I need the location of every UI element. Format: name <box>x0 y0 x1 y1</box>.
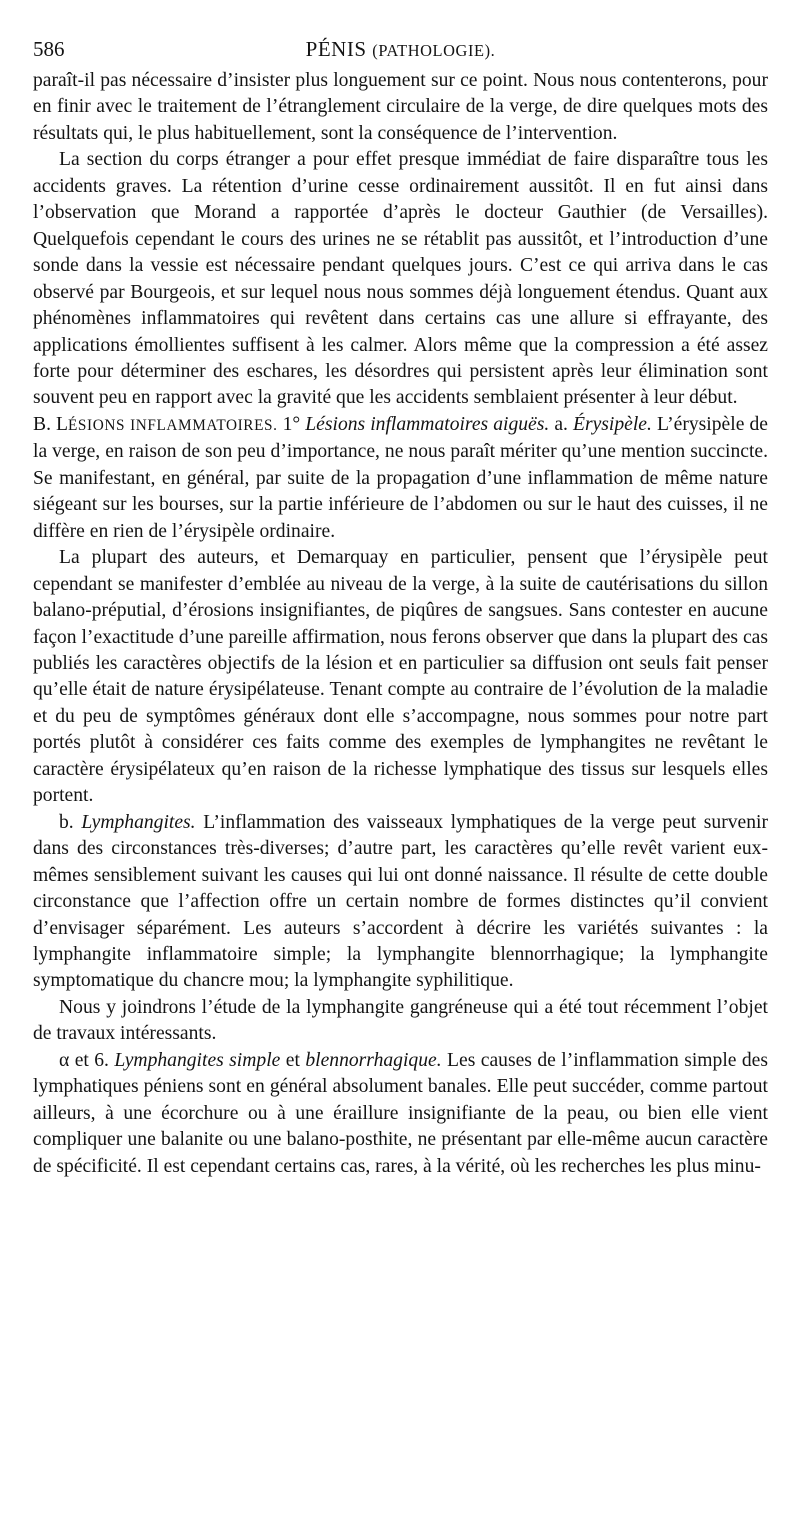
running-title-sub: (PATHOLOGIE). <box>372 41 496 60</box>
paragraph-body: Les causes de l’inflammation simple des lymphatiques péniens sont en général absolument banales. Elle peut succéder, comme partout ailleurs, à une écorchure ou à une éraillure insignifiante de la peau, ou bien elle vient compliquer une balanite ou une balano-posthite, ne présentant par elle-même aucun caractère de spécificité. Il est cependant certains cas, rares, à la vérité, où les recherches les plus minu- <box>33 1049 769 1177</box>
paragraph-simple-blennorrhagique <box>33 1048 768 1180</box>
subsection-title: Lésions inflammatoires aiguës. <box>305 413 550 435</box>
paragraph-demarquay: La plupart des auteurs, et Demarquay en particulier, pensent que l’érysipèle peut cependant se manifester d’emblée au niveau de la verge, à la suite de cautérisations du sillon balano-préputial, d’érosions insignifiantes, de piqûres de sangsues. Sans contester en aucune façon l’exactitude d’une pareille affirmation, nous ferons observer que dans la plupart des cas publiés les caractères objectifs de la lésion et en particulier sa diffusion ont seuls fait penser qu’elle était de nature érysipélateuse. Tenant compte au contraire de l’évolution de la maladie et du peu de symptômes généraux dont elle s’accompagne, nous sommes pour notre part portés plutôt à considérer ces faits comme des exemples de lymphangites ne revêtant le caractère érysipélateux qu’en raison de la richesse lymphatique des tissus sur lesquels elles portent. <box>33 547 768 807</box>
paragraph-body: L’érysipèle de la verge, en raison de son peu d’importance, ne nous paraît mériter qu’une mention succincte. Se manifestant, en général, par suite de la propagation d’une inflammation de même nature siégeant sur les bourses, sur la partie inférieure de l’abdomen ou sur le haut des cuisses, il ne diffère en rien de l’érysipèle ordinaire. <box>33 413 768 542</box>
page-number: 586 <box>33 37 65 61</box>
paragraph-lesions-heading <box>33 412 768 545</box>
section-label: B. <box>33 413 51 435</box>
subsection-number: 1° <box>282 413 301 435</box>
item-title: Érysipèle. <box>573 413 652 435</box>
paragraph-section-result: La section du corps étranger a pour effet presque immédiat de faire disparaître tous les accidents graves. La rétention d’urine cesse ordinairement aussitôt. Il en fut ainsi dans l’observation que Morand a rapportée d’après le docteur Gauthier (de Versailles). Quelquefois cependant le cours des urines ne se rétablit pas aussitôt, et l’introduction d’une sonde dans la vessie est nécessaire pendant quelques jours. C’est ce qui arriva dans le cas observé par Bourgeois, et sur lequel nous nous sommes déjà longuement étendus. Quant aux phénomènes inflammatoires qui revêtent dans certains cas une allure si effrayante, des applications émollientes suffisent à les calmer. Alors même que la compression a été assez forte pour déterminer des eschares, les désordres qui persistent après leur élimination sont souvent peu en rapport avec la gravité que les accidents semblaient présenter à leur début. <box>33 149 768 409</box>
book-page <box>33 30 768 1180</box>
body-text <box>33 68 768 1180</box>
running-head <box>33 30 768 68</box>
item-label: b. <box>59 811 74 833</box>
item-title-part2: blennorrhagique. <box>305 1049 442 1071</box>
running-title <box>33 30 768 70</box>
section-heading: LÉSIONS INFLAMMATOIRES. <box>56 413 278 435</box>
item-title-part1: Lymphangites simple <box>114 1049 281 1071</box>
running-title-main: PÉNIS <box>305 37 367 61</box>
paragraph-lymphangites <box>33 810 768 995</box>
item-title-joiner: et <box>285 1049 300 1071</box>
paragraph-gangreneuse: Nous y joindrons l’étude de la lymphangite gangréneuse qui a été tout récemment l’objet de travaux intéressants. <box>33 996 768 1045</box>
item-label: a. <box>554 413 568 435</box>
paragraph-continued: paraît-il pas nécessaire d’insister plus longuement sur ce point. Nous nous contenterons, pour en finir avec le traitement de l’étranglement circulaire de la verge, de dire quelques mots des résultats qui, le plus habituellement, sont la conséquence de l’intervention. <box>33 70 768 144</box>
item-label: α et 6. <box>59 1049 109 1071</box>
item-title: Lymphangites. <box>81 811 196 833</box>
paragraph-body: L’inflammation des vaisseaux lymphatiques de la verge peut survenir dans des circonstances très-diverses; d’autre part, les caractères qu’elle revêt varient eux-mêmes sensiblement suivant les causes qui lui ont donné naissance. Il résulte de cette double circonstance que l’affection offre un certain nombre de formes distinctes qu’il convient d’envisager séparément. Les auteurs s’accordent à décrire les variétés suivantes : la lymphangite inflammatoire simple; la lymphangite blennorrhagique; la lymphangite symptomatique du chancre mou; la lymphangite syphilitique. <box>33 811 769 992</box>
